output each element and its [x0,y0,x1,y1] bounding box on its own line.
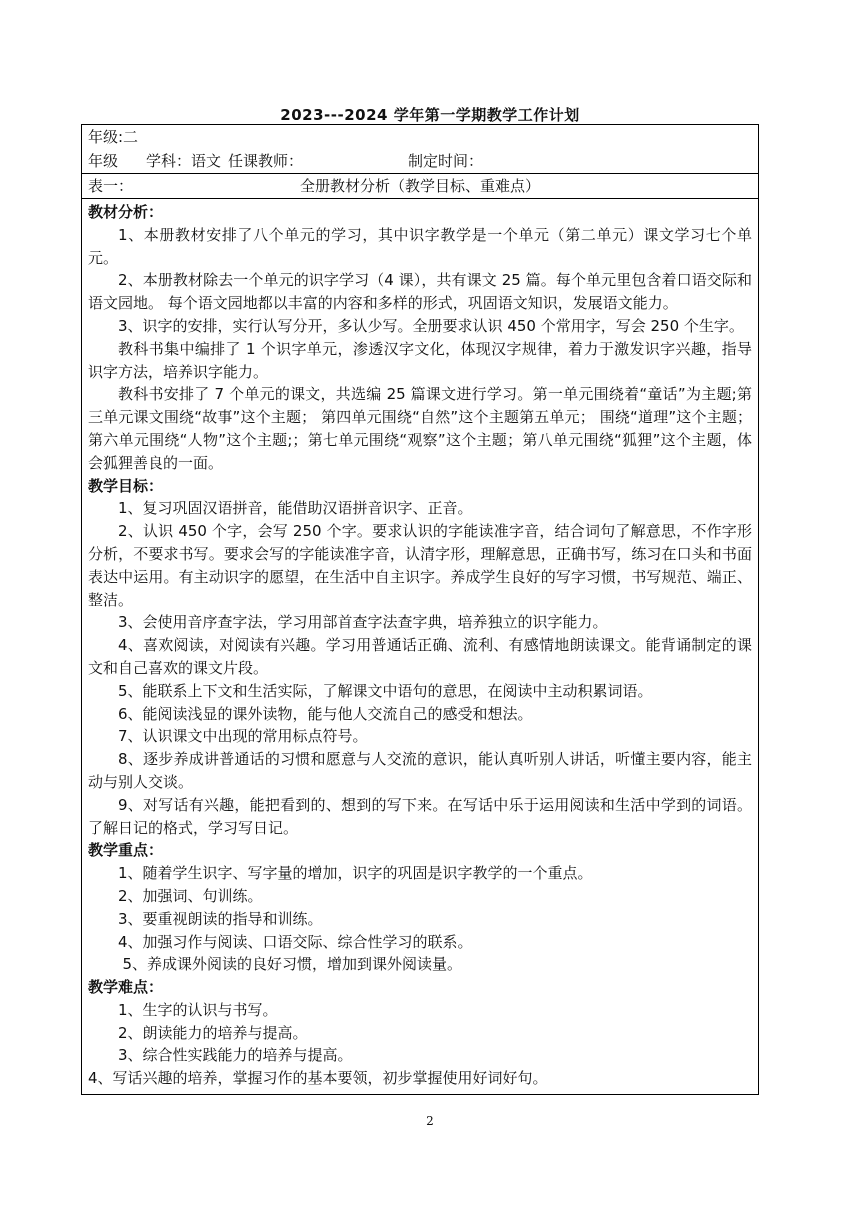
focus-item: 1、随着学生识字、写字量的增加，识字的巩固是识字教学的一个重点。 [118,864,593,883]
table-header-cell [82,174,759,199]
table-label: 表一： [88,177,134,195]
content-cell [82,199,759,1095]
focus-item: 2、加强词、句训练。 [118,886,263,905]
focus-item: 5、养成课外阅读的良好习惯，增加到课外阅读量。 [122,955,463,974]
goal-item: 6、能阅读浅显的课外读物，能与他人交流自己的感受和想法。 [118,704,533,723]
analysis-paragraph: 2、本册教材除去一个单元的识字学习（4 课），共有课文 25 篇。每个单元里包含着口语交际和语文园地。 每个语文园地都以丰富的内容和多样的形式，巩固语文知识，发展语文能力。 [88,271,752,313]
table-title: 全册教材分析（教学目标、重难点） [299,177,540,195]
analysis-paragraph: 教科书集中编排了 1 个识字单元，渗透汉字文化，体现汉字规律，着力于激发识字兴趣，指导识字方法，培养识字能力。 [88,339,752,381]
plan-table [81,124,759,1095]
section-title-difficulty: 教学难点： [88,978,164,997]
goal-item: 3、会使用音序查字法，学习用部首查字法查字典，培养独立的识字能力。 [118,613,608,632]
teacher-field: 任课教师： [228,152,304,170]
analysis-paragraph: 教科书安排了 7 个单元的课文，共选编 25 篇课文进行学习。第一单元围绕着“童话”为主题;第三单元课文围绕“故事”这个主题； 第四单元围绕“自然”这个主题第五单元； 围绕“道理”这个主题；第六单元围绕“人物”这个主题;；第七单元围绕“观察”这个主题；第八单元围绕“狐狸”这个主题，体会狐狸善良的一面。 [88,385,752,472]
table-header-row [82,174,759,199]
goal-item: 4、喜欢阅读，对阅读有兴趣。学习用普通话正确、流利、有感情地朗读课文。能背诵制定的课文和自己喜欢的课文片段。 [88,636,752,677]
section-title-goals: 教学目标： [88,476,164,495]
meta-row [82,125,759,174]
goal-item: 9、对写话有兴趣，能把看到的、想到的写下来。在写话中乐于运用阅读和生活中学到的词语。了解日记的格式，学习写日记。 [88,795,752,837]
subject-field: 学科：语文 [146,152,222,170]
goal-item: 8、逐步养成讲普通话的习惯和愿意与人交流的意识，能认真听别人讲话，听懂主要内容，能主动与别人交谈。 [88,750,752,791]
focus-item: 3、要重视朗读的指导和训练。 [118,909,323,928]
goal-item: 7、认识课文中出现的常用标点符号。 [118,727,368,746]
page-title: 2023---2024 学年第一学期教学工作计划 [280,106,580,124]
content-row [82,199,759,1095]
difficulty-item: 4、写话兴趣的培养，掌握习作的基本要领，初步掌握使用好词好句。 [88,1069,548,1088]
section-title-focus: 教学重点： [88,841,164,860]
difficulty-item: 3、综合性实践能力的培养与提高。 [118,1046,353,1065]
goal-item: 5、能联系上下文和生活实际，了解课文中语句的意思，在阅读中主动积累词语。 [118,681,653,700]
difficulty-item: 1、生字的认识与书写。 [118,1000,278,1019]
grade-field: 年级:二年级 [88,128,139,170]
analysis-paragraph: 1、本册教材安排了八个单元的学习，其中识字教学是一个单元（第二单元）课文学习七个单元。 [88,225,752,267]
difficulty-item: 2、朗读能力的培养与提高。 [118,1023,308,1042]
focus-item: 4、加强习作与阅读、口语交际、综合性学习的联系。 [118,932,473,951]
date-field: 制定时间： [408,152,484,170]
section-title-analysis: 教材分析： [88,203,164,221]
meta-cell [82,125,759,174]
analysis-paragraph: 3、识字的安排，实行认写分开，多认少写。全册要求认识 450 个常用字，写会 250 个生字。 [118,316,744,335]
goal-item: 2、认识 450 个字，会写 250 个字。要求认识的字能读准字音，结合词句了解意思，不作字形分析，不要求书写。要求会写的字能读准字音，认清字形，理解意思，正确书写，练习在口头和书面表达中运用。有主动识字的愿望，在生活中自主识字。养成学生良好的写字习惯，书写规范、端正、整洁。 [88,522,752,609]
page-number: 2 [426,1114,434,1128]
goal-item: 1、复习巩固汉语拼音，能借助汉语拼音识字、正音。 [118,499,473,518]
